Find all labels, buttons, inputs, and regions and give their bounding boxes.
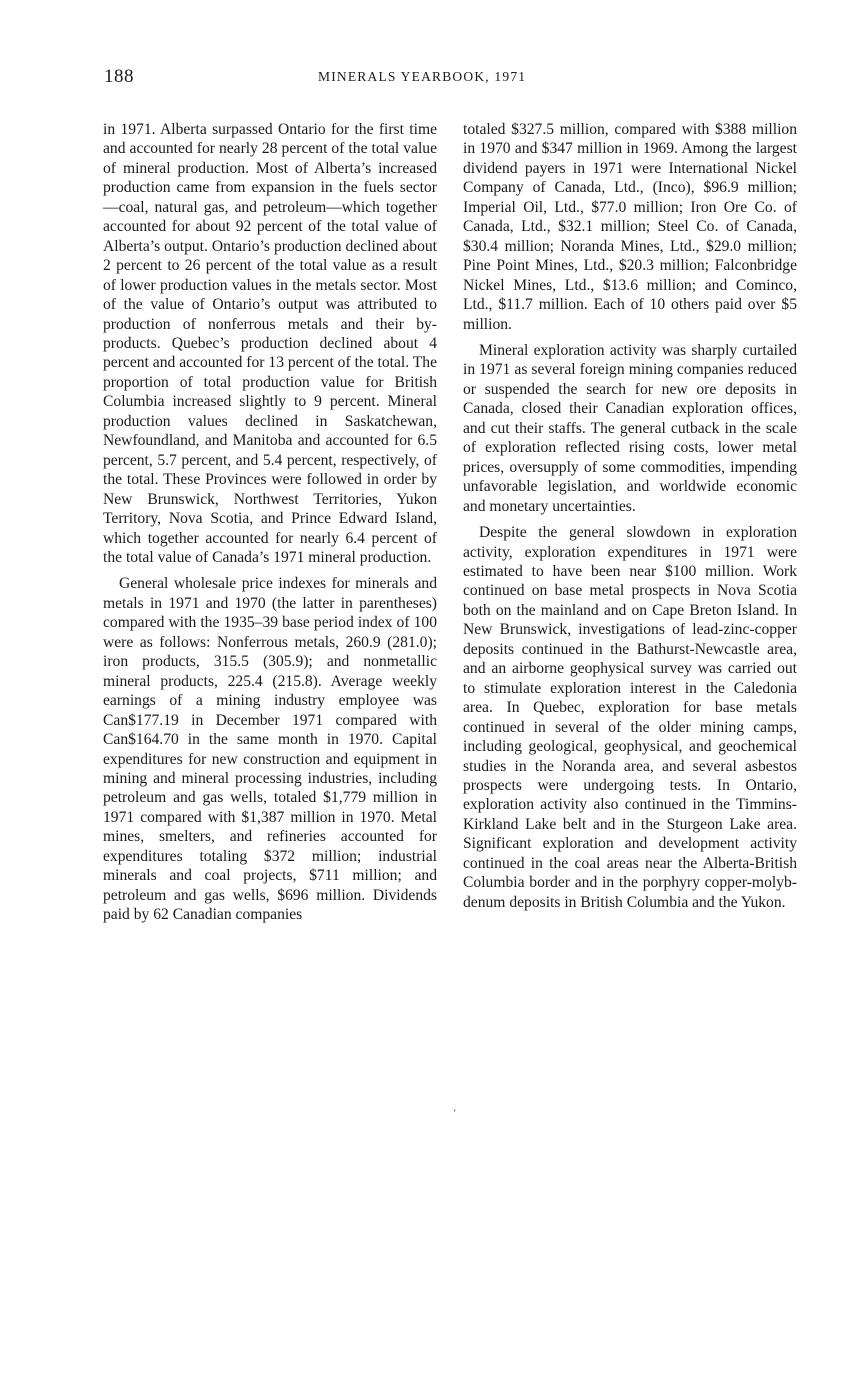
stray-mark: ‘ — [453, 1108, 457, 1119]
page-number: 188 — [104, 66, 134, 87]
right-paragraph-1: totaled $327.5 million, compared with $388 million in 1970 and $347 million in 1969. Among the largest dividend payers in 1971 were International Nickel Company of Canada, Ltd., (Inco), $96.9 million; Imperial Oil, Ltd., $77.0 million; Iron Ore Co. of Canada, Ltd., $32.1 million; Steel Co. of Canada, $30.4 million; Noranda Mines, Ltd., $29.0 million; Pine Point Mines, Ltd., $20.3 million; Falconbridge Nickel Mines, Ltd., $13.6 million; and Cominco, Ltd., $11.7 million. Each of 10 others paid over $5 million. — [463, 121, 797, 333]
running-head: MINERALS YEARBOOK, 1971 — [318, 69, 527, 84]
right-paragraph-2: Mineral exploration activity was sharply curtailed in 1971 as several foreign mining companies reduced or suspended the search for new ore deposits in Canada, closed their Canadian exploration offices, and cut their staffs. The general cutback in the scale of exploration reflected rising costs, lower metal prices, oversupply of some commodities, impending unfavorable legislation, and worldwide economic and monetary uncertainties. — [463, 341, 797, 515]
left-column — [103, 120, 437, 932]
right-paragraph-3: Despite the general slowdown in exploration activity, exploration expenditures in 1971 were estimated to have been near $100 million. Work continued on base metal prospects in Nova Scotia both on the mainland and on Cape Breton Island. In New Brunswick, investigations of lead-zinc-copper deposits continued in the Bathurst-Newcastle area, and an airborne geophysical survey was carried out to stimulate exploration interest in the Caledonia area. In Quebec, exploration for base metals continued in several of the older mining camps, including geological, geophysical, and geochemical studies in the Noranda area, and several asbestos prospects were undergoing tests. In Ontario, exploration activity also continued in the Timmins-Kirkland Lake belt and in the Sturgeon Lake area. Significant exploration and development activity continued in the coal areas near the Alberta-British Columbia border and in the porphyry copper-molybdenum deposits in British Columbia and the Yukon. — [463, 524, 797, 911]
left-paragraph-1: in 1971. Alberta surpassed Ontario for the first time and accounted for nearly 28 percent of the total value of mineral production. Most of Alberta’s increased production came from expansion in the fuels sector—coal, natural gas, and petroleum—which together accounted for about 92 percent of the total value of Alberta’s output. Ontario’s production declined about 2 percent to 26 percent of the total value as a result of lower production values in the metals sector. Most of the value of Ontario’s output was attributed to production of nonferrous metals and their byproducts. Quebec’s production declined about 4 percent and accounted for 13 percent of the total. The proportion of total production value for British Columbia increased slightly to 9 percent. Mineral production values declined in Saskatchewan, Newfoundland, and Manitoba and accounted for 6.5 percent, 5.7 percent, and 5.4 percent, respectively, of the total. These Provinces were followed in order by New Brunswick, Northwest Territories, Yukon Territory, Nova Scotia, and Prince Edward Island, which together accounted for nearly 6.4 percent of the total value of Canada’s 1971 mineral production. — [103, 121, 437, 566]
left-paragraph-2: General wholesale price indexes for minerals and metals in 1971 and 1970 (the latter in parentheses) compared with the 1935–39 base period index of 100 were as follows: Nonferrous metals, 260.9 (281.0); iron products, 315.5 (305.9); and nonmetallic mineral products, 225.4 (215.8). Average weekly earnings of a mining industry employee was Can$177.19 in December 1971 compared with Can$164.70 in the same month in 1970. Capital expenditures for new construction and equipment in mining and mineral processing industries, including petroleum and gas wells, totaled $1,779 million in 1971 compared with $1,387 million in 1970. Metal mines, smelters, and refineries accounted for expenditures totaling $372 million; industrial minerals and coal projects, $711 million; and petroleum and gas wells, $696 million. Dividends paid by 62 Canadian companies — [103, 575, 437, 924]
right-column — [463, 120, 797, 919]
